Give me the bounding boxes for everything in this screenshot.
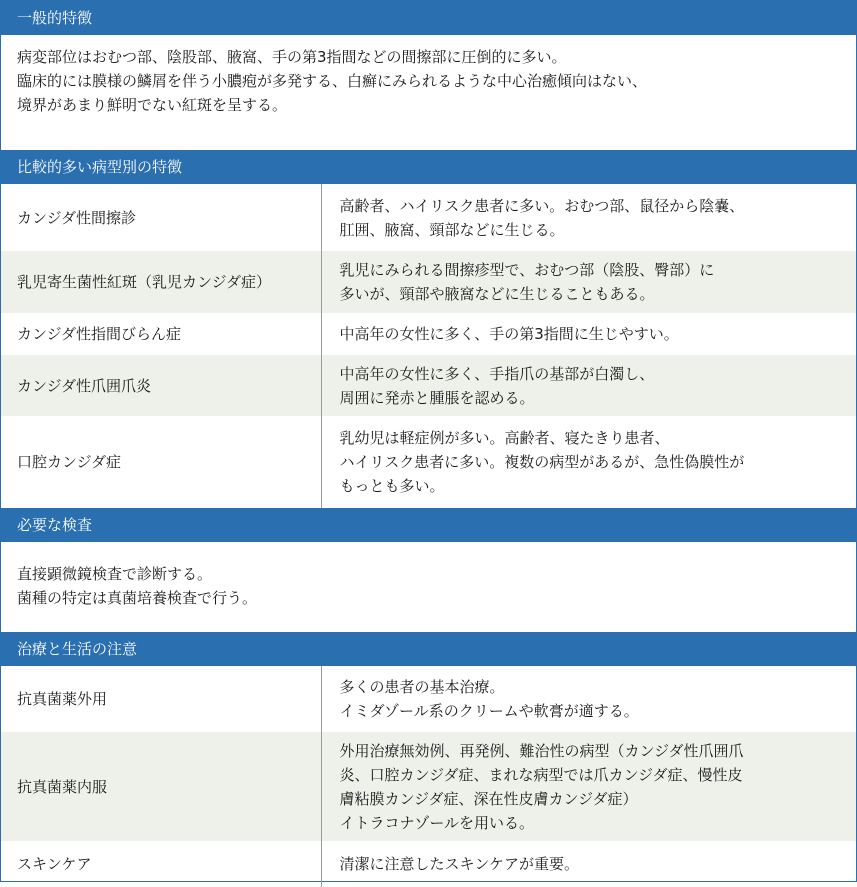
treatment-description: 多くの患者の基本治療。 イミダゾール系のクリームや軟膏が適する。 [339,678,639,720]
subtype-description: 中高年の女性に多く、手の第3指間に生じやすい。 [339,325,679,343]
subtype-description: 中高年の女性に多く、手指爪の基部が白濁し、 周囲に発赤と腫脹を認める。 [321,355,856,416]
general-line: 臨床的には膜様の鱗屑を伴う小膿疱が多発する、白癬にみられるような中心治癒傾向はない、 [17,72,648,90]
section-header-tests: 必要な検査 [1,508,856,542]
table-row [1,184,856,251]
subtype-label: 口腔カンジダ症 [1,416,321,508]
treatment-table [1,666,856,887]
treatment-label: 抗真菌薬外用 [1,666,321,732]
subtype-description: 乳幼児は軽症例が多い。高齢者、寝たきり患者、 ハイリスク患者に多い。複数の病型があるが、急性偽膜性が もっとも多い。 [339,429,745,495]
table-row [1,732,856,841]
tests-description [1,542,856,632]
table-row [1,841,856,887]
tests-line: 直接顕微鏡検査で診断する。 [17,565,213,583]
table-row [1,355,856,416]
treatment-description: 清潔に注意したスキンケアが重要。 [339,855,580,873]
table-row [1,416,856,508]
subtype-label: カンジダ性指間びらん症 [1,313,321,355]
table-row [1,666,856,732]
subtype-label: 乳児寄生菌性紅斑（乳児カンジダ症） [1,251,321,313]
general-line: 境界があまり鮮明でない紅斑を呈する。 [17,96,288,114]
subtype-description: 高齢者、ハイリスク患者に多い。おむつ部、鼠径から陰嚢、 肛囲、腋窩、頸部などに生じる。 [339,196,745,239]
section-header-subtypes: 比較的多い病型別の特徴 [1,150,856,184]
section-header-general: 一般的特徴 [1,1,856,35]
treatment-label: 抗真菌薬内服 [1,732,321,841]
table-row [1,251,856,313]
subtype-label: カンジダ性爪囲爪炎 [1,355,321,416]
subtype-label: カンジダ性間擦診 [1,184,321,251]
table-row [1,313,856,355]
subtype-description: 乳児にみられる間擦疹型で、おむつ部（陰股、臀部）に 多いが、頸部や腋窩などに生じることもある。 [321,251,856,313]
general-description [1,35,856,150]
section-header-treatment: 治療と生活の注意 [1,632,856,666]
general-line: 病変部位はおむつ部、陰股部、腋窩、手の第3指間などの間擦部に圧倒的に多い。 [17,48,567,66]
tests-line: 菌種の特定は真菌培養検査で行う。 [17,589,258,607]
treatment-description: 外用治療無効例、再発例、難治性の病型（カンジダ性爪囲爪 炎、口腔カンジダ症、まれな病型では爪カンジダ症、慢性皮 膚粘膜カンジダ症、深在性皮膚カンジダ症） イトラコナゾールを用いる。 [321,732,856,841]
subtypes-table [1,184,856,508]
treatment-label: スキンケア [1,841,321,887]
